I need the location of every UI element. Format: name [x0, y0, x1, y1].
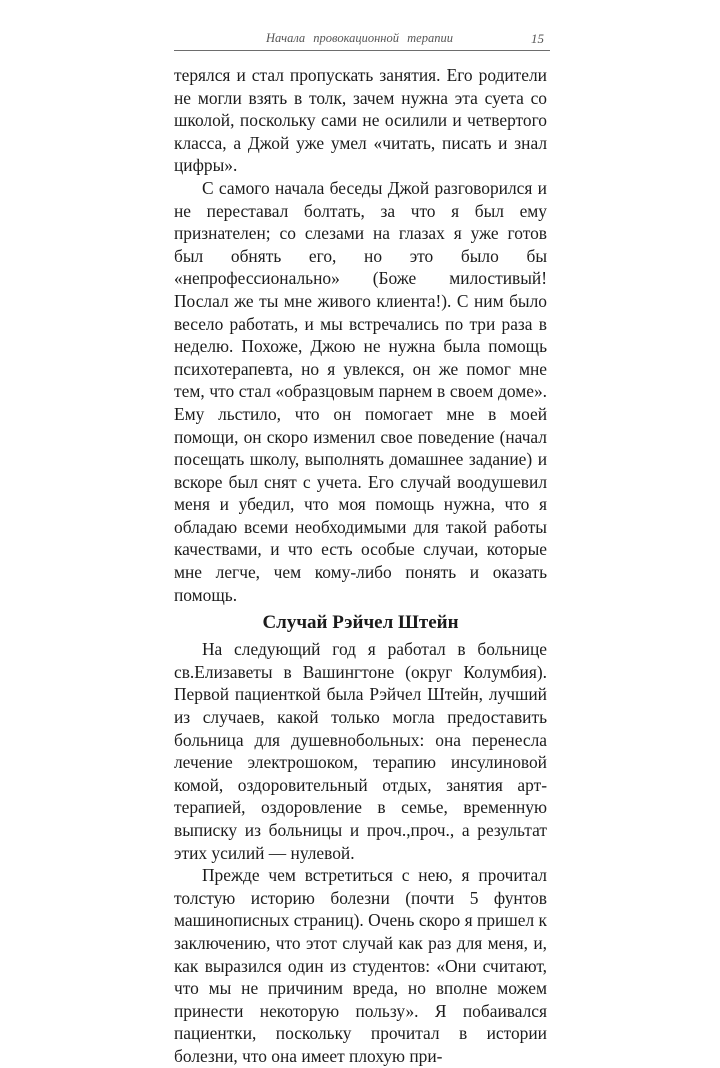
running-header: [174, 28, 550, 48]
paragraph: Прежде чем встретиться с нею, я прочитал толстую историю болезни (почти 5 фунтов машинописных страниц). Очень скоро я пришел к заключению, что этот случай как раз для меня, и, как выразился один из студентов: «Они считают, что мы не причиним вреда, но вполне можем принести некоторую пользу». Я побаивался пациентки, поскольку прочитал в истории болезни, что она имеет плохую при-: [174, 865, 547, 1066]
page-number: 15: [531, 31, 544, 46]
page-body: [174, 64, 547, 1068]
paragraph: На следующий год я работал в больнице св.Елизаветы в Вашингтоне (округ Колумбия). Первой пациенткой была Рэйчел Штейн, лучший из случаев, какой только могла предоставить больница для душевнобольных: она перенесла лечение электрошоком, терапию инсулиновой комой, оздоровительный отдых, занятия арт-терапией, оздоровление в семье, временную выписку из больницы и проч.,проч., а результат этих усилий — нулевой.: [174, 639, 547, 863]
paragraph: С самого начала беседы Джой разговорился и не переставал болтать, за что я был ему признателен; со слезами на глазах я уже готов был обнять его, но это было бы «непрофессионально» (Боже милостивый! Послал же ты мне живого клиента!). С ним было весело работать, и мы встречались по три раза в неделю. Похоже, Джою не нужна была помощь психотерапевта, но я увлекся, он же помог мне тем, что стал «образцовым парнем в своем доме». Ему льстило, что он помогает мне в моей помощи, он скоро изменил свое поведение (начал посещать школу, выполнять домашнее задание) и вскоре был снят с учета. Его случай воодушевил меня и убедил, что моя помощь нужна, что я обладаю всеми необходимыми для такой работы качествами, и что есть особые случаи, которые мне легче, чем кому-либо понять и оказать помощь.: [174, 177, 547, 605]
header-rule: [174, 50, 550, 51]
running-title: Начала провокационной терапии: [266, 31, 453, 45]
section-heading: Случай Рэйчел Штейн: [262, 612, 459, 634]
paragraph: терялся и стал пропускать занятия. Его родители не могли взять в толк, зачем нужна эта суета со школой, поскольку сами не осилили и четвертого класса, а Джой уже умел «читать, писать и знал цифры».: [174, 65, 547, 176]
